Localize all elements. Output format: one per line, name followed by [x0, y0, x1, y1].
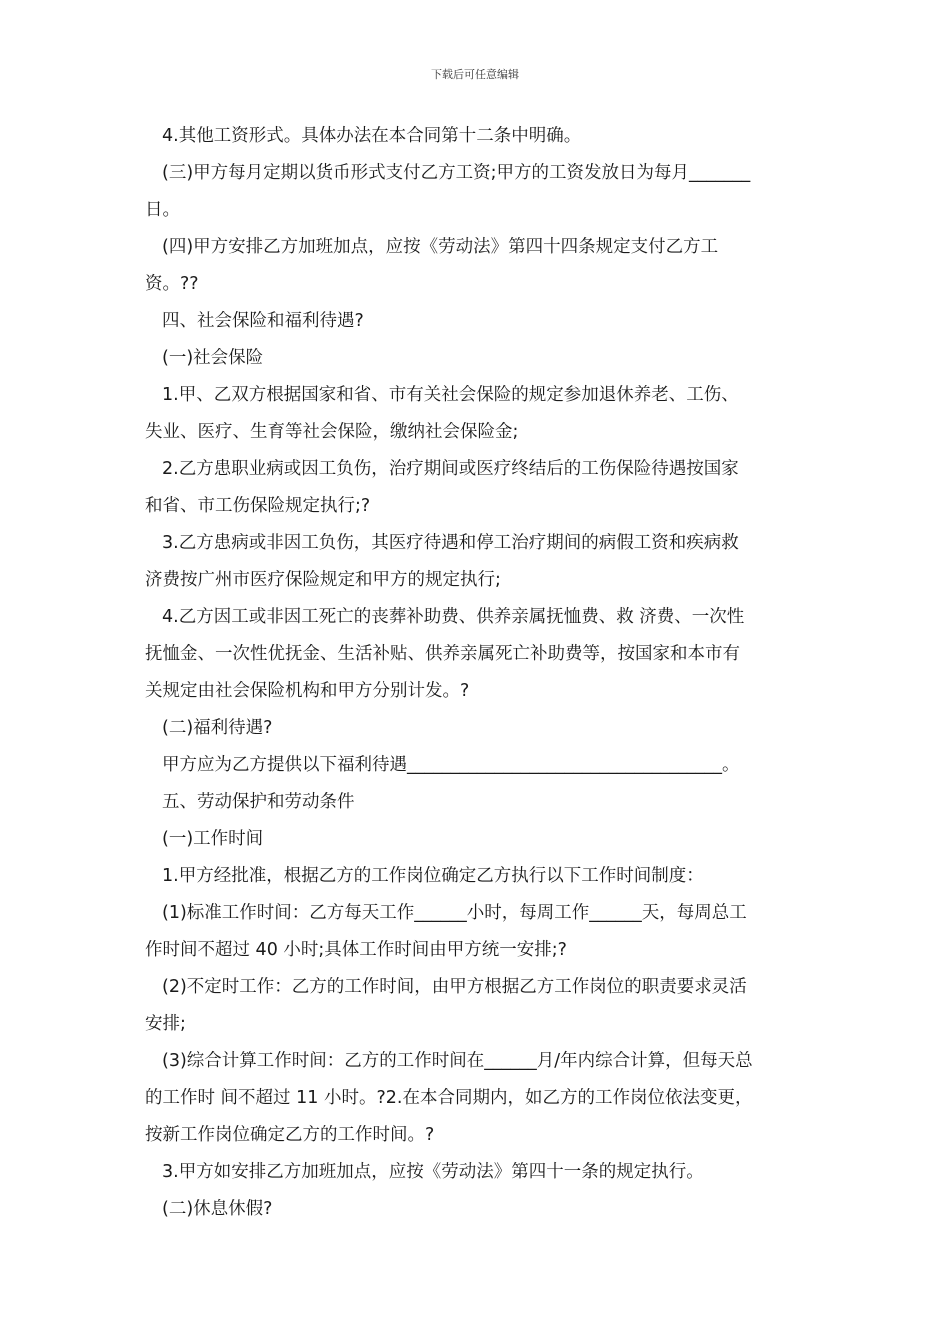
paragraph-line: 资。?? — [145, 274, 199, 294]
paragraph-line: 作时间不超过 40 小时;具体工作时间由甲方统一安排;? — [145, 940, 567, 960]
section-heading: 四、社会保险和福利待遇? — [162, 311, 364, 331]
page-header: 下载后可任意编辑 — [431, 68, 519, 81]
paragraph-line: 日。 — [145, 200, 180, 220]
paragraph-line: 2.乙方患职业病或因工负伤，治疗期间或医疗终结后的工伤保险待遇按国家 — [162, 459, 739, 479]
paragraph-line: 3.甲方如安排乙方加班加点，应按《劳动法》第四十一条的规定执行。 — [162, 1162, 704, 1182]
paragraph-line: 关规定由社会保险机构和甲方分别计发。? — [145, 681, 470, 701]
paragraph-line: (三)甲方每月定期以货币形式支付乙方工资;甲方的工资发放日为每月_______ — [162, 163, 751, 183]
paragraph-line: 3.乙方患病或非因工负伤，其医疗待遇和停工治疗期间的病假工资和疾病救 — [162, 533, 739, 553]
paragraph-line: (2)不定时工作：乙方的工作时间，由甲方根据乙方工作岗位的职责要求灵活 — [162, 977, 747, 997]
paragraph-line: 甲方应为乙方提供以下福利待遇____________________________________。 — [162, 755, 740, 775]
paragraph-line: (四)甲方安排乙方加班加点，应按《劳动法》第四十四条规定支付乙方工 — [162, 237, 719, 257]
paragraph-line: 济费按广州市医疗保险规定和甲方的规定执行; — [145, 570, 501, 590]
paragraph-line: 安排; — [145, 1014, 186, 1034]
paragraph-line: 失业、医疗、生育等社会保险，缴纳社会保险金; — [145, 422, 519, 442]
paragraph-line: 4.其他工资形式。具体办法在本合同第十二条中明确。 — [162, 126, 582, 146]
subsection-heading: (一)工作时间 — [162, 829, 264, 849]
paragraph-line: 1.甲、乙双方根据国家和省、市有关社会保险的规定参加退休养老、工伤、 — [162, 385, 739, 405]
paragraph-line: (1)标准工作时间：乙方每天工作______小时，每周工作______天，每周总工 — [162, 903, 747, 923]
subsection-heading: (一)社会保险 — [162, 348, 264, 368]
paragraph-line: 抚恤金、一次性优抚金、生活补贴、供养亲属死亡补助费等，按国家和本市有 — [145, 644, 740, 664]
paragraph-line: 的工作时 间不超过 11 小时。?2.在本合同期内，如乙方的工作岗位依法变更， — [145, 1088, 753, 1108]
paragraph-line: 按新工作岗位确定乙方的工作时间。? — [145, 1125, 435, 1145]
subsection-heading: (二)休息休假? — [162, 1199, 273, 1219]
subsection-heading: (二)福利待遇? — [162, 718, 273, 738]
paragraph-line: 4.乙方因工或非因工死亡的丧葬补助费、供养亲属抚恤费、救 济费、一次性 — [162, 607, 745, 627]
document-body — [145, 118, 810, 1228]
paragraph-line: (3)综合计算工作时间：乙方的工作时间在______月/年内综合计算，但每天总 — [162, 1051, 753, 1071]
paragraph-line: 和省、市工伤保险规定执行;? — [145, 496, 371, 516]
section-heading: 五、劳动保护和劳动条件 — [162, 792, 355, 812]
paragraph-line: 1.甲方经批准，根据乙方的工作岗位确定乙方执行以下工作时间制度： — [162, 866, 704, 886]
